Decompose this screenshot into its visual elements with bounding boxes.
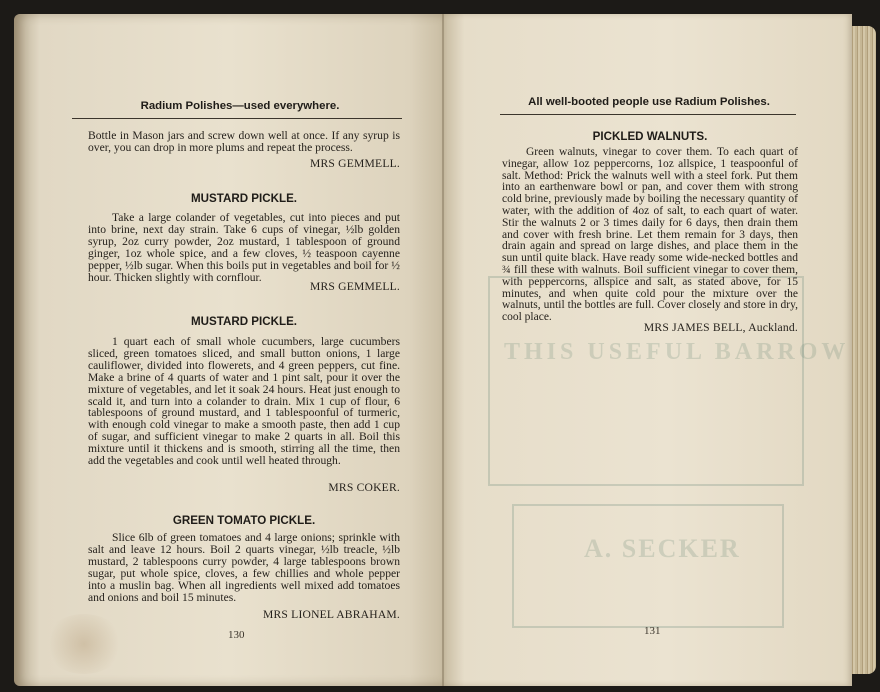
- show-through-ad-lettering-2: A. SECKER: [584, 534, 741, 563]
- recipe-title-green-tomato-pickle: GREEN TOMATO PICKLE.: [172, 514, 316, 527]
- show-through-ad-lettering: THIS USEFUL BARROW: [504, 339, 850, 365]
- recipe-body-green-tomato-pickle: [88, 532, 400, 603]
- intro-signature: MRS GEMMELL.: [309, 157, 400, 170]
- open-book: [10, 8, 874, 688]
- right-running-head: All well-booted people use Radium Polishes.: [528, 96, 770, 108]
- page-edges: [850, 26, 876, 674]
- left-intro-text: [88, 130, 400, 154]
- recipe-paragraph: Slice 6lb of green tomatoes and 4 large onions; sprinkle with salt and leave 12 hours. Boil 2 quarts vinegar, ½lb treacle, ½lb mustard, 2 tablespoons curry powder, 4 large tablespoons brown sugar, put whole spice, cloves, a few chillies and whole pepper into a muslin bag. When all ingredients well mixed add tomatoes and onions and boil 15 minutes.: [88, 531, 400, 604]
- left-page-number: 130: [228, 629, 245, 641]
- recipe-signature-2: MRS COKER.: [328, 481, 400, 494]
- right-page-number: 131: [644, 625, 661, 637]
- stain: [44, 614, 124, 674]
- left-page: [14, 14, 444, 686]
- recipe-body-pickled-walnuts: [502, 147, 798, 324]
- recipe-body-mustard-pickle-1: [88, 212, 400, 283]
- recipe-signature-1: MRS GEMMELL.: [309, 280, 400, 293]
- recipe-title-pickled-walnuts: PICKLED WALNUTS.: [592, 130, 708, 143]
- recipe-body-mustard-pickle-2: [88, 336, 400, 467]
- intro-paragraph: Bottle in Mason jars and screw down well at once. If any syrup is over, you can drop in more plums and repeat the process.: [88, 129, 400, 154]
- recipe-paragraph: Green walnuts, vinegar to cover them. To each quart of vinegar, allow 1oz peppercorns, 1oz allspice, 1 teaspoonful of salt. Method: Prick the walnuts well with a steel fork. Put them into an earthenware bowl or pan, and cover them with strong cold brine, previously made by boiling the necessary quantity of water, with the addition of 4oz of salt, to each quart of water. Stir the walnuts 2 or 3 times daily for 6 days, then drain them and cover with fresh brine. Let them remain for 3 days, then drain again and spread on large dishes, and place them in the sun until quite black. Have ready some wide-necked bottles and ¾ fill these with walnuts. Boil sufficient vinegar to cover them, with peppercorns, allspice and salt, as stated above, for 15 minutes, and when quite cold pour the mixture over the walnuts, until the bottles are full. Cover closely and store in dry, cool place.: [502, 146, 798, 324]
- left-head-rule: [72, 118, 402, 119]
- right-head-rule: [500, 114, 796, 115]
- right-page: [444, 14, 852, 686]
- recipe-title-mustard-pickle-2: MUSTARD PICKLE.: [190, 315, 298, 328]
- show-through-ad-frame-2: [512, 504, 784, 628]
- recipe-title-mustard-pickle-1: MUSTARD PICKLE.: [190, 192, 298, 205]
- left-running-head: Radium Polishes—used everywhere.: [140, 100, 340, 112]
- recipe-paragraph: Take a large colander of vegetables, cut into pieces and put into brine, next day strain. Take 6 cups of vinegar, ½lb golden syrup, 2oz curry powder, 2oz mustard, 1 tablespoon of ground ginger, 1oz whole spice, and a few cloves, ½ teaspoon cayenne pepper, ½lb sugar. When this boils put in vegetables and boil for ½ hour. Thicken slightly with cornflour.: [88, 211, 400, 284]
- recipe-signature-3: MRS LIONEL ABRAHAM.: [262, 608, 400, 621]
- recipe-paragraph: 1 quart each of small whole cucumbers, large cucumbers sliced, green tomatoes sliced, and small button onions, 1 large cauliflower, divided into flowerets, and 4 green peppers, cut fine. Make a brine of 4 quarts of water and 1 pint salt, pour it over the mixture of vegetables, and let it soak 24 hours. Heat just enough to scald it, and turn into a colander to drain. Mix 1 cup of flour, 6 tablespoons of ground mustard, and 1 tablespoonful of turmeric, with enough cold vinegar to make a smooth paste, then add 1 cup of sugar, and sufficient vinegar to make 2 quarts in all. Boil this mixture until it thickens and is smooth, stirring all the time, then add the vegetables and cook until well heated through.: [88, 335, 400, 468]
- recipe-signature-walnuts: MRS JAMES BELL, Auckland.: [643, 321, 798, 334]
